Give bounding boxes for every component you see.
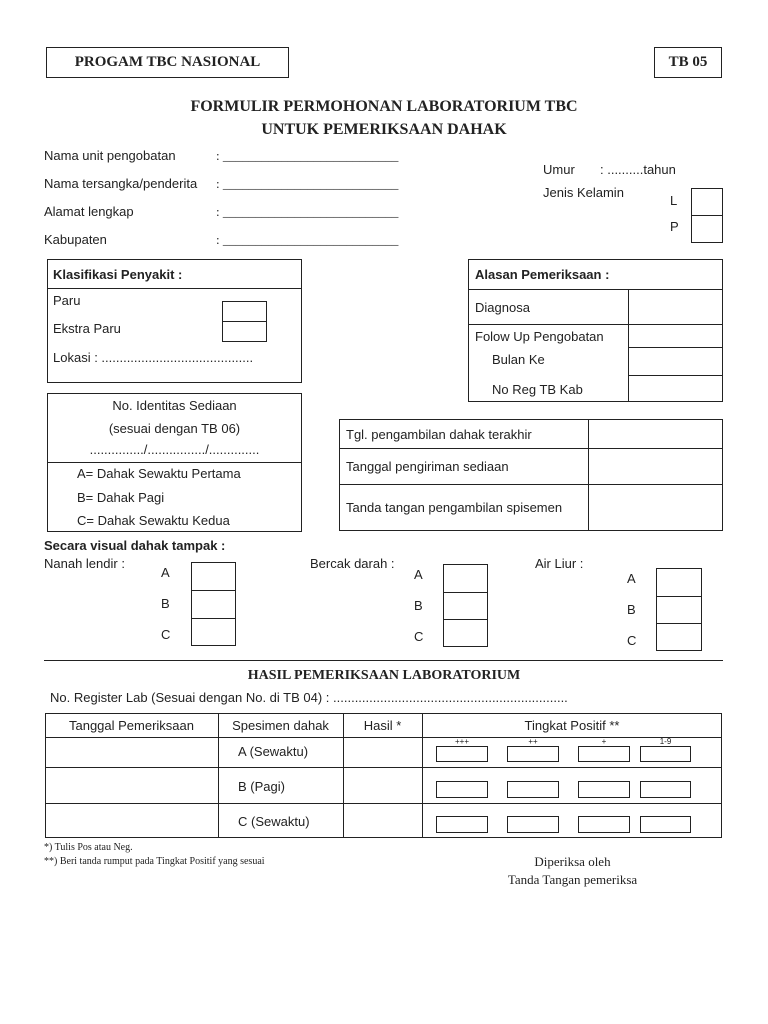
row-c-grade-1plus-checkbox[interactable] <box>578 816 630 833</box>
sediaan-divider <box>47 462 302 463</box>
sediaan-line2-wrap <box>47 421 302 436</box>
register-lab-field[interactable]: No. Register Lab (Sesuai dengan No. di TB 04) : ................................................................. <box>50 690 568 705</box>
sediaan-c: C= Dahak Sewaktu Kedua <box>77 513 230 528</box>
form-code-box <box>654 47 722 78</box>
field-value-alamat[interactable]: : ___________________________ <box>216 204 399 219</box>
bercak-b-label: B <box>414 598 423 613</box>
form-code: TB 05 <box>668 54 708 70</box>
alasan-diagnosa: Diagnosa <box>475 300 530 315</box>
sediaan-line1-wrap <box>47 398 302 413</box>
alasan-column-divider <box>628 289 629 402</box>
bercak-b-checkbox[interactable] <box>443 592 488 620</box>
row-c-tanggal-input[interactable] <box>47 805 217 837</box>
sediaan-line1: No. Identitas Sediaan <box>112 398 237 413</box>
grade-label-3plus: +++ <box>454 737 469 746</box>
row-b-spesimen: B (Pagi) <box>238 779 285 794</box>
grade-label-1-9: 1-9 <box>659 737 672 746</box>
nanah-c-label: C <box>161 627 171 642</box>
form-title-line1: FORMULIR PERMOHONAN LABORATORIUM TBC <box>190 98 578 115</box>
sediaan-b: B= Dahak Pagi <box>77 490 165 505</box>
row-c-grade-1-9-checkbox[interactable] <box>640 816 691 833</box>
alasan-divider-4 <box>628 375 723 376</box>
field-value-nama[interactable]: : ___________________________ <box>216 176 399 191</box>
grade-label-1plus: + <box>601 737 607 746</box>
footnote-1: *) Tulis Pos atau Neg. <box>44 842 133 853</box>
row-a-tanggal-input[interactable] <box>47 739 217 766</box>
klasifikasi-lokasi[interactable]: Lokasi : .......................................... <box>53 350 254 365</box>
pengambilan-row2-label: Tanggal pengiriman sediaan <box>346 459 509 474</box>
field-label-nama: Nama tersangka/penderita <box>44 176 198 191</box>
alasan-bulan-ke: Bulan Ke <box>492 352 545 367</box>
signature-area[interactable] <box>480 890 665 950</box>
col-tingkat-header: Tingkat Positif ** <box>524 718 620 733</box>
nanah-b-checkbox[interactable] <box>191 590 236 619</box>
gender-p-label: P <box>670 219 679 234</box>
col-tanggal-header: Tanggal Pemeriksaan <box>68 718 195 733</box>
alasan-title: Alasan Pemeriksaan : <box>475 267 610 282</box>
program-box <box>46 47 289 78</box>
bercak-c-label: C <box>414 629 424 644</box>
alasan-no-reg: No Reg TB Kab <box>492 382 583 397</box>
alasan-divider-2 <box>468 324 723 325</box>
liur-b-label: B <box>627 602 636 617</box>
no-reg-input[interactable] <box>630 377 721 401</box>
pengambilan-divider-2 <box>339 484 723 485</box>
row-b-grade-1plus-checkbox[interactable] <box>578 781 630 798</box>
signature-line2: Tanda Tangan pemeriksa <box>507 872 638 887</box>
alasan-follow-up: Folow Up Pengobatan <box>475 329 604 344</box>
nanah-b-label: B <box>161 596 170 611</box>
pengambilan-row3-label: Tanda tangan pengambilan spisemen <box>346 500 563 515</box>
row-a-hasil-input[interactable] <box>345 739 421 766</box>
hasil-row-divider-2 <box>45 803 722 804</box>
form-title-line2: UNTUK PEMERIKSAAN DAHAK <box>261 121 507 138</box>
air-liur-label: Air Liur : <box>535 556 584 571</box>
diagnosa-checkbox[interactable] <box>630 291 721 323</box>
field-label-alamat: Alamat lengkap <box>44 204 134 219</box>
liur-a-label: A <box>627 571 636 586</box>
liur-b-checkbox[interactable] <box>656 596 702 624</box>
tgl-pengambilan-input[interactable] <box>590 421 721 447</box>
liur-c-checkbox[interactable] <box>656 623 702 651</box>
gender-l-checkbox[interactable] <box>691 188 723 216</box>
sediaan-line3-wrap <box>47 442 302 457</box>
row-b-hasil-input[interactable] <box>345 769 421 802</box>
row-c-hasil-input[interactable] <box>345 805 421 837</box>
row-c-grade-2plus-checkbox[interactable] <box>507 816 559 833</box>
follow-up-checkbox[interactable] <box>630 326 721 346</box>
row-a-spesimen: A (Sewaktu) <box>238 744 309 759</box>
row-a-grade-1plus-checkbox[interactable] <box>578 746 630 762</box>
footnote-2: **) Beri tanda rumput pada Tingkat Positif yang sesuai <box>44 856 265 867</box>
signature-line1: Diperiksa oleh <box>534 854 611 869</box>
klasifikasi-title: Klasifikasi Penyakit : <box>53 267 183 282</box>
sediaan-a: A= Dahak Sewaktu Pertama <box>77 466 241 481</box>
liur-a-checkbox[interactable] <box>656 568 702 597</box>
liur-c-label: C <box>627 633 637 648</box>
row-c-grade-3plus-checkbox[interactable] <box>436 816 488 833</box>
gender-p-checkbox[interactable] <box>691 215 723 243</box>
klasifikasi-ekstra-paru: Ekstra Paru <box>53 321 121 336</box>
gender-l-label: L <box>670 193 678 208</box>
row-a-grade-2plus-checkbox[interactable] <box>507 746 559 762</box>
visual-title: Secara visual dahak tampak : <box>44 538 226 553</box>
bercak-c-checkbox[interactable] <box>443 619 488 647</box>
nanah-c-checkbox[interactable] <box>191 618 236 646</box>
col-spesimen-header: Spesimen dahak <box>232 718 329 733</box>
nanah-a-label: A <box>161 565 170 580</box>
program-name: PROGAM TBC NASIONAL <box>74 54 261 70</box>
field-label-unit: Nama unit pengobatan <box>44 148 176 163</box>
alasan-divider-1 <box>468 289 723 290</box>
bulan-ke-input[interactable] <box>630 349 721 374</box>
field-value-kabupaten[interactable]: : ___________________________ <box>216 232 399 247</box>
sediaan-line2: (sesuai dengan TB 06) <box>108 421 241 436</box>
pengambilan-row1-label: Tgl. pengambilan dahak terakhir <box>346 427 532 442</box>
hasil-row-divider-1 <box>45 767 722 768</box>
field-value-unit[interactable]: : ___________________________ <box>216 148 399 163</box>
ekstra-paru-checkbox[interactable] <box>222 321 267 342</box>
jenis-kelamin-label: Jenis Kelamin <box>543 185 624 200</box>
section-separator <box>44 660 723 661</box>
bercak-darah-label: Bercak darah : <box>310 556 395 571</box>
row-b-grade-2plus-checkbox[interactable] <box>507 781 559 798</box>
klasifikasi-paru: Paru <box>53 293 81 308</box>
row-a-grade-1-9-checkbox[interactable] <box>640 746 691 762</box>
grade-label-2plus: ++ <box>528 737 538 746</box>
row-a-grade-3plus-checkbox[interactable] <box>436 746 488 762</box>
row-b-tanggal-input[interactable] <box>47 769 217 802</box>
umur-label: Umur <box>543 162 575 177</box>
paru-checkbox[interactable] <box>222 301 267 322</box>
tanda-tangan-input[interactable] <box>590 486 721 530</box>
bercak-a-label: A <box>414 567 423 582</box>
col-hasil-header: Hasil * <box>363 718 402 733</box>
hasil-title: HASIL PEMERIKSAAN LABORATORIUM <box>247 668 521 683</box>
nanah-a-checkbox[interactable] <box>191 562 236 591</box>
nanah-lendir-label: Nanah lendir : <box>44 556 125 571</box>
row-c-spesimen: C (Sewaktu) <box>238 814 310 829</box>
field-label-kabupaten: Kabupaten <box>44 232 107 247</box>
alasan-divider-3 <box>628 347 723 348</box>
pengambilan-column-divider <box>588 419 589 531</box>
klasifikasi-divider <box>47 288 302 289</box>
umur-value[interactable]: : ..........tahun <box>600 162 676 177</box>
row-b-grade-1-9-checkbox[interactable] <box>640 781 691 798</box>
sediaan-number-input[interactable]: .............../................/.............. <box>89 442 260 457</box>
bercak-a-checkbox[interactable] <box>443 564 488 593</box>
pengambilan-divider-1 <box>339 448 723 449</box>
row-b-grade-3plus-checkbox[interactable] <box>436 781 488 798</box>
tgl-pengiriman-input[interactable] <box>590 450 721 483</box>
